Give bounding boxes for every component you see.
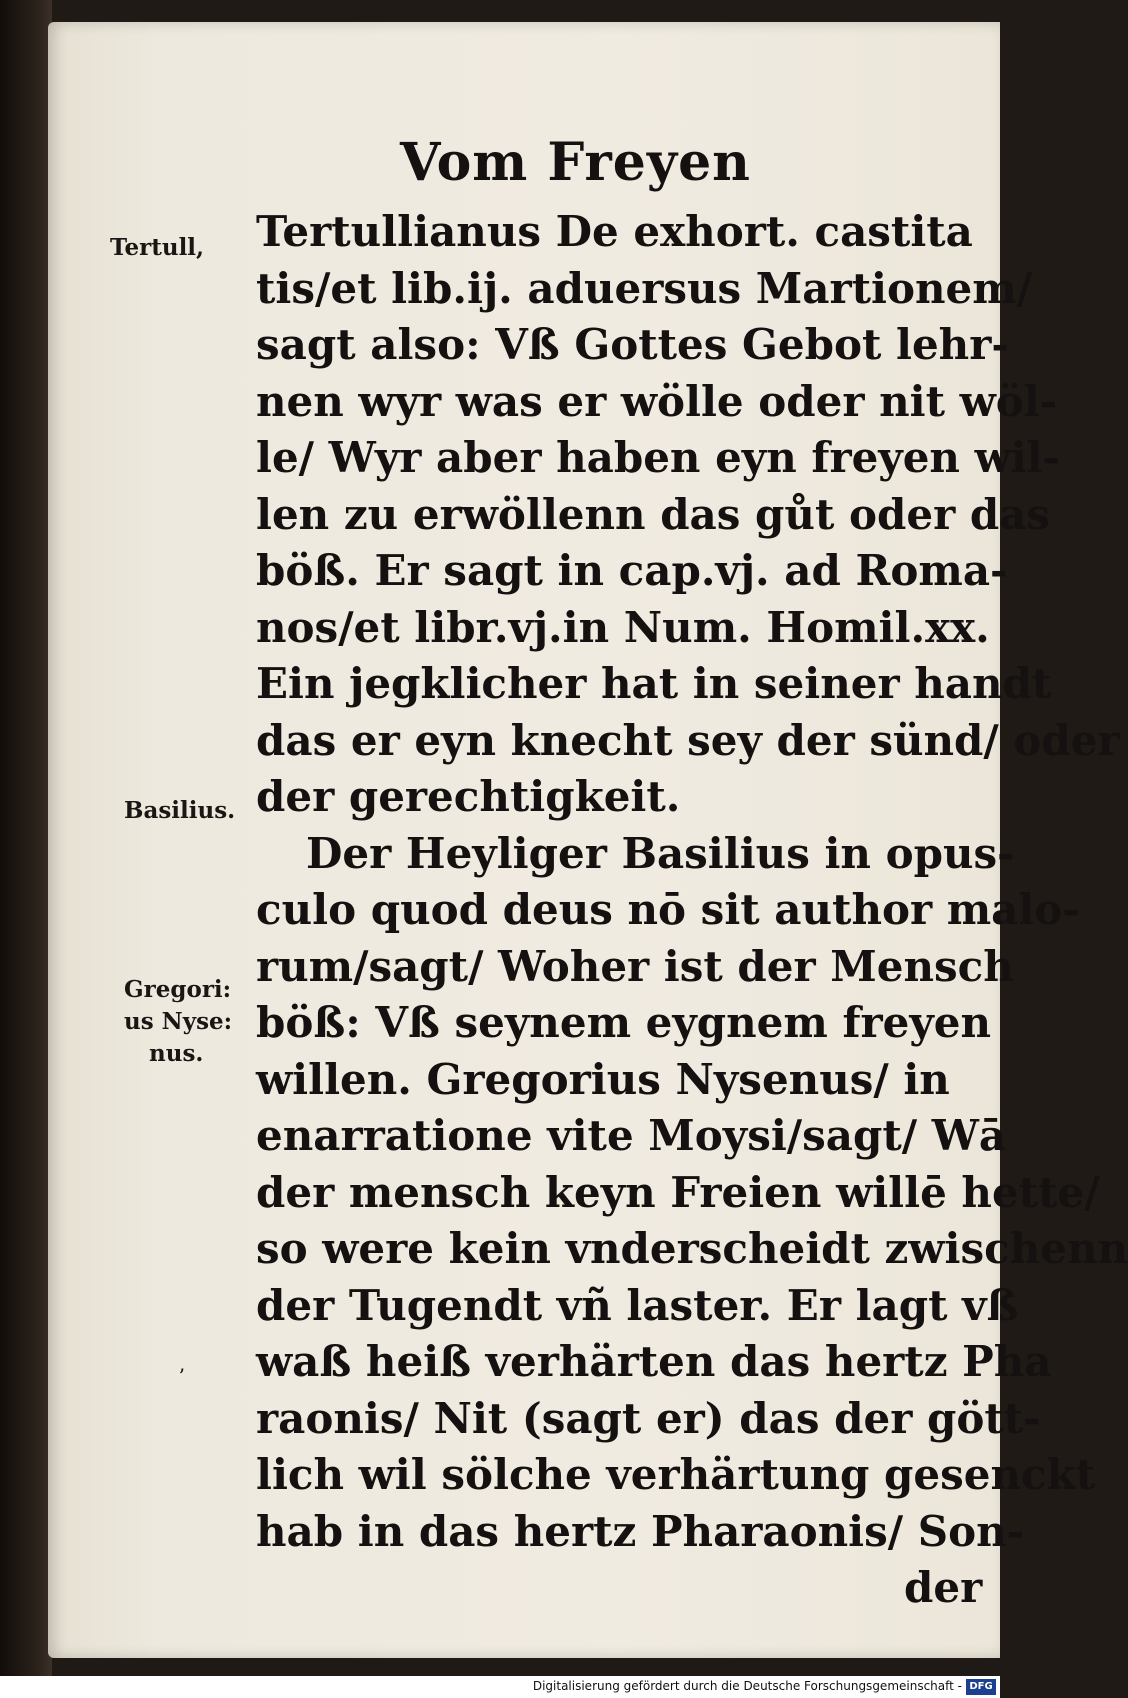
margin-note-basilius: Basilius.	[124, 797, 236, 824]
text-line: willen. Gregorius Nysenus/ in	[256, 1054, 950, 1104]
text-line: hab in das hertz Pharaonis/ Son-	[256, 1506, 1025, 1556]
text-line: nen wyr was er wölle oder nit wöl-	[256, 376, 1058, 426]
text-line: rum/sagt/ Woher ist der Mensch	[256, 941, 1014, 991]
text-line: der Tugendt vñ laster. Er lagt vß	[256, 1280, 1019, 1330]
text-line: waß heiß verhärten das hertz Pha	[256, 1337, 1052, 1386]
text-line: das er eyn knecht sey der sünd/ oder	[256, 715, 1120, 765]
dfg-logo: DFG	[966, 1679, 996, 1695]
margin-note-gregorius-1: Gregori:	[124, 976, 232, 1003]
text-line: der mensch keyn Freien willē hette/	[256, 1167, 1100, 1217]
text-line: Ein jegklicher hat in seiner handt	[256, 659, 1052, 708]
margin-note-gregorius-2: us Nyse:	[124, 1008, 233, 1035]
text-line: enarratione vite Moysi/sagt/ Wā	[256, 1111, 1007, 1160]
body-text	[256, 204, 1128, 1617]
margin-note-gregorius-3: nus.	[149, 1040, 204, 1067]
ink-mark: ʼ	[178, 1364, 185, 1388]
margin-note-tertull: Tertull,	[110, 234, 205, 261]
text-line: Tertullianus De exhort. castita	[256, 207, 973, 256]
text-line: böß: Vß seynem eygnem freyen	[256, 998, 992, 1047]
text-line: so were kein vnderscheidt zwischenn	[256, 1224, 1128, 1273]
text-line: len zu erwöllenn das gůt oder das	[256, 489, 1051, 539]
text-line: sagt also: Vß Gottes Gebot lehr-	[256, 320, 1009, 369]
text-line: le/ Wyr aber haben eyn freyen wil-	[256, 433, 1061, 482]
running-head: Vom Freyen	[400, 132, 751, 193]
text-line: raonis/ Nit (sagt er) das der gött-	[256, 1393, 1041, 1443]
text-line: culo quod deus nō sit author malo-	[256, 885, 1080, 934]
text-line: nos/et libr.vj.in Num. Homil.xx.	[256, 602, 990, 652]
book-spine-shadow	[0, 0, 52, 1698]
text-line: Der Heyliger Basilius in opus-	[306, 828, 1015, 878]
text-line: der gerechtigkeit.	[256, 772, 681, 821]
text-line: tis/et lib.ij. aduersus Martionem/	[256, 263, 1033, 313]
text-line: lich wil sölche verhärtung gesenckt	[256, 1450, 1096, 1499]
catchword: der	[904, 1563, 983, 1612]
digitization-credit: Digitalisierung gefördert durch die Deutsche Forschungsgemeinschaft -	[532, 1679, 962, 1693]
text-line: böß. Er sagt in cap.vj. ad Roma-	[256, 546, 1008, 595]
